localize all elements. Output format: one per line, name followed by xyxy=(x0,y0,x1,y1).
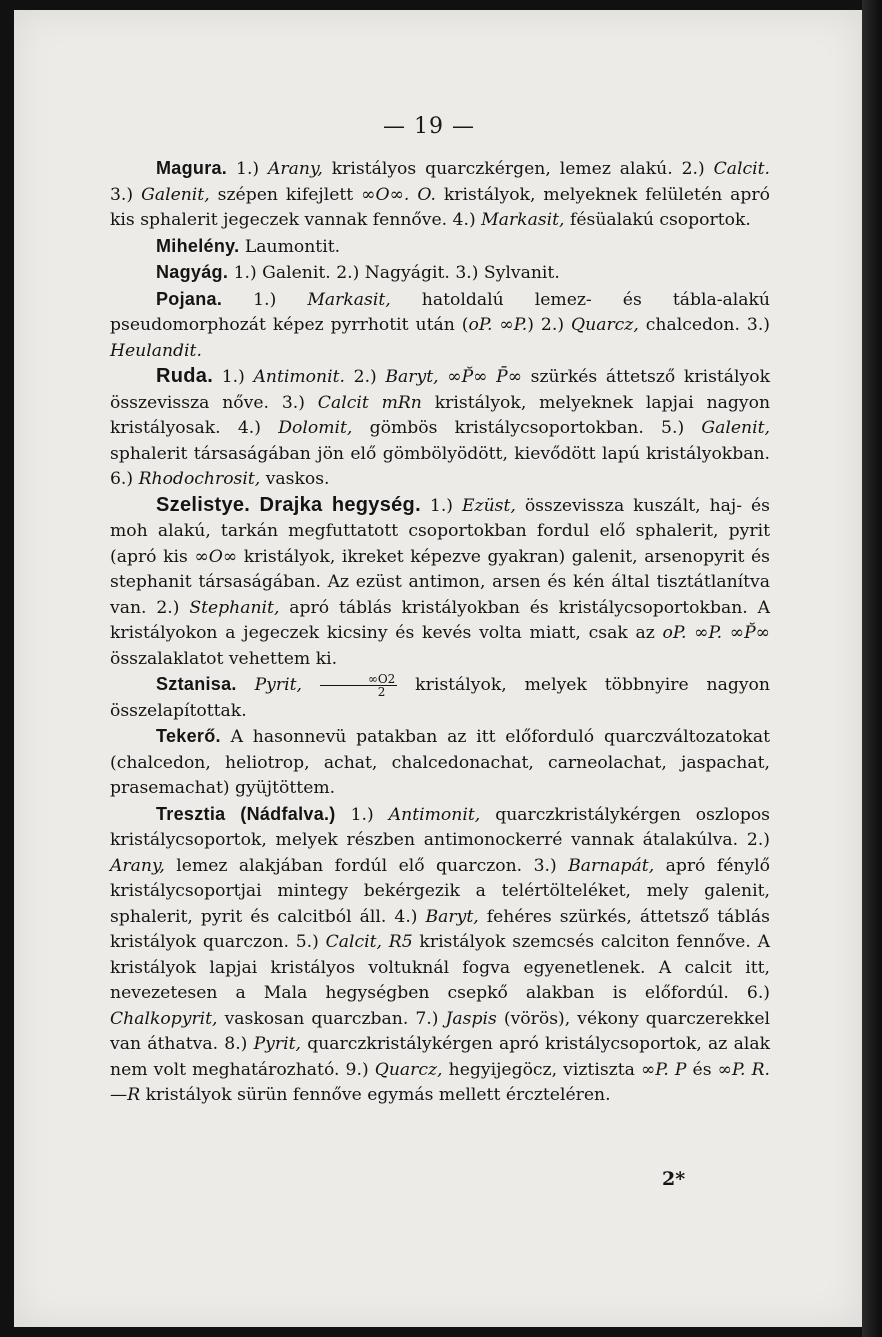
entry-sztanisa: Sztanisa. Pyrit, $\frac{\infty O2}{2}$ kristályok, melyek többnyire nagyon összelapítottak. xyxy=(110,672,770,721)
entry-magura: Magura. 1.) Arany, kristályos quarczkérgen, lemez alakú. 2.) Calcit. 3.) Galenit, szépen kifejlett ∞O∞. O. kristályok, melyeknek felületén apró kis sphalerit jegeczek vannak fennőve. 4.) Markasit, fésüalakú csoportok. xyxy=(110,158,770,230)
entry-mihelény: Mihelény. Laumontit. xyxy=(156,235,341,257)
book-page xyxy=(14,10,862,1327)
body-text xyxy=(110,156,770,1109)
locality-name: Szelistye. Drajka hegység. xyxy=(156,493,421,516)
signature-mark: 2* xyxy=(662,1168,686,1190)
crystal-formula-fraction: $\frac{\infty O2}{2}$ xyxy=(320,673,397,698)
locality-name: Tresztia (Nádfalva.) xyxy=(156,803,336,824)
locality-name: Tekerő. xyxy=(156,726,221,746)
locality-name: Magura. xyxy=(156,158,228,178)
entry-pojana: Pojana. 1.) Markasit, hatoldalú lemez- és tábla-alakú pseudomorphozát képez pyrrhotit után (oP. ∞P.) 2.) Quarcz, chalcedon. 3.) Heulandit. xyxy=(110,288,770,361)
entry-ruda: Ruda. 1.) Antimonit. 2.) Baryt, ∞P̆∞ P̄∞ szürkés áttetsző kristályok összevissza nőve. 3.) Calcit mRn kristályok, melyeknek lapjai nagyon kristályosak. 4.) Dolomit, gömbös kristálycsoportokban. 5.) Galenit, sphalerit társaságában jön elő gömbölyödött, kievődött lapú kristályokban. 6.) Rhodochrosit, vaskos. xyxy=(110,365,771,489)
locality-name: Ruda. xyxy=(156,365,214,387)
locality-name: Nagyág. xyxy=(156,262,229,282)
page-edge-shadow xyxy=(862,0,882,1337)
entry-tresztia: Tresztia (Nádfalva.) 1.) Antimonit, quarczkristálykérgen oszlopos kristálycsoportok, melyek részben antimonockerré vannak átalakúlva. 2.) Arany, lemez alakjában fordúl elő quarczon. 3.) Barnapát, apró fénylő kristálycsoportjai mintegy bekérgezik a telértölteléket, mely galenit, sphalerit, pyrit és calcitból áll. 4.) Baryt, fehéres szürkés, áttetsző táblás kristályok quarczon. 5.) Calcit, R5 kristályok szemcsés calciton fennőve. A kristályok lapjai kristályos voltuknál fogva egyenetlenek. A calcit itt, nevezetesen a Mala hegységben csepkő alakban is előfordúl. 6.) Chalkopyrit, vaskosan quarczban. 7.) Jaspis (vörös), vékony quarczerekkel van áthatva. 8.) Pyrit, quarczkristálykérgen apró kristálycsoportok, az alak nem volt meghatározható. 9.) Quarcz, hegyijegöcz, viztiszta ∞P. P és ∞P. R. —R kristályok sürün fennőve egymás mellett érczteléren. xyxy=(110,803,771,1105)
entry-szelistye: Szelistye. Drajka hegység. 1.) Ezüst, összevissza kuszált, haj- és moh alakú, tarkán megfuttatott csoportokban fordul elő sphalerit, pyrit (apró kis ∞O∞ kristályok, ikreket képezve gyakran) galenit, arsenopyrit és stephanit társaságában. Az ezüst antimon, arsen és kén által tisztátlanítva van. 2.) Stephanit, apró táblás kristályokban és kristálycsoportokban. A kristályokon a jegeczek kicsiny és kevés volta miatt, csak az oP. ∞P. ∞P̆∞ összalaklatot vehettem ki. xyxy=(110,493,771,669)
page-number: — 19 — xyxy=(383,114,475,139)
locality-name: Mihelény. xyxy=(156,235,240,256)
entry-nagyag: Nagyág. 1.) Galenit. 2.) Nagyágit. 3.) Sylvanit. xyxy=(156,262,560,283)
locality-name: Sztanisa. xyxy=(156,674,237,694)
locality-name: Pojana. xyxy=(156,288,223,309)
entry-tekero: Tekerő. A hasonnevü patakban az itt előforduló quarczváltozatokat (chalcedon, heliotrop, achat, chalcedonachat, carneolachat, jaspachat, prasemachat) gyüjtöttem. xyxy=(110,726,770,798)
